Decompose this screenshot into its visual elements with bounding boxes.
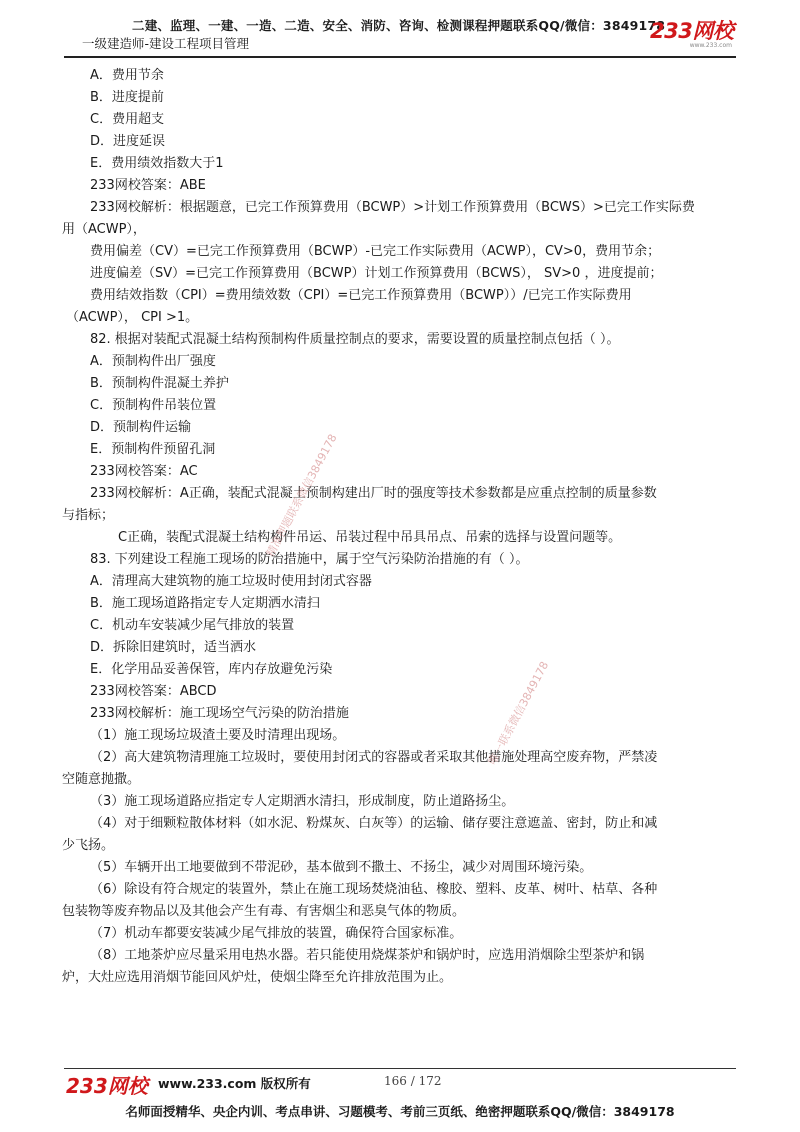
option-line: E．化学用品妥善保管，库内存放避免污染 [90, 662, 333, 677]
option-line: B．进度提前 [90, 90, 164, 105]
answer-line: 233网校答案：ABE [90, 178, 206, 193]
footer-logo: 233网校 [66, 1074, 148, 1098]
measure-line: 包装物等废弃物品以及其他会产生有毒、有害烟尘和恶臭气体的物质。 [62, 904, 466, 919]
footer-tagline: 名师面授精华、央企内训、考点串讲、习题模考、考前三页纸、绝密押题联系QQ/微信：3849178 [125, 1104, 675, 1119]
option-line: C．费用超支 [90, 112, 165, 127]
analysis-line: 233网校解析：根据题意，已完工作预算费用（BCWP）>计划工作预算费用（BCWS）>已完工作实际费 [90, 200, 695, 215]
option-line: D．拆除旧建筑时，适当洒水 [90, 640, 257, 655]
page-number: 166 / 172 [384, 1074, 442, 1088]
measure-line: （6）除设有符合规定的装置外，禁止在施工现场焚烧油毡、橡胶、塑料、皮革、树叶、枯草、各种 [90, 882, 658, 897]
logo-233 [650, 20, 738, 56]
measure-line: 炉，大灶应选用消烟节能回风炉灶，使烟尘降至允许排放范围为止。 [62, 970, 453, 985]
analysis-line: 用（ACWP）， [62, 222, 146, 237]
measure-line: （2）高大建筑物清理施工垃圾时，要使用封闭式的容器或者采取其他措施处理高空废弃物，严禁凌 [90, 750, 658, 765]
footer-divider [64, 1068, 736, 1069]
analysis-line: （ACWP）， CPI >1。 [66, 310, 199, 325]
analysis-line: 233网校解析：施工现场空气污染的防治措施 [90, 706, 349, 721]
measure-line: 空随意抛撒。 [62, 772, 141, 787]
analysis-line: 费用结效指数（CPI）=费用绩效数（CPI）=已完工作预算费用（BCWP））/已完工作实际费用 [90, 288, 632, 303]
option-line: E．预制构件预留孔洞 [90, 442, 216, 457]
logo-url: www.233.com [689, 42, 732, 49]
option-line: A．预制构件出厂强度 [90, 354, 216, 369]
option-line: A．费用节余 [90, 68, 164, 83]
question-line: 83. 下列建设工程施工现场的防治措施中，属于空气污染防治措施的有（ ）。 [90, 552, 529, 567]
option-line: A．清理高大建筑物的施工垃圾时使用封闭式容器 [90, 574, 372, 589]
analysis-line: C正确，装配式混凝土结构构件吊运、吊装过程中吊具吊点、吊索的选择与设置问题等。 [118, 530, 622, 545]
option-line: C．机动车安装减少尾气排放的装置 [90, 618, 295, 633]
footer-site: www.233.com 版权所有 [158, 1076, 311, 1091]
measure-line: （4）对于细颗粒散体材料（如水泥、粉煤灰、白灰等）的运输、储存要注意遮盖、密封，防止和减 [90, 816, 658, 831]
option-line: D．预制构件运输 [90, 420, 192, 435]
header-subtitle: 一级建造师-建设工程项目管理 [82, 36, 250, 51]
measure-line: 少飞扬。 [62, 838, 115, 853]
option-line: D．进度延误 [90, 134, 166, 149]
measure-line: （5）车辆开出工地要做到不带泥砂，基本做到不撒土、不扬尘，减少对周围环境污染。 [90, 860, 593, 875]
option-line: B．预制构件混凝土养护 [90, 376, 229, 391]
option-line: E．费用绩效指数大于1 [90, 156, 224, 171]
answer-line: 233网校答案：AC [90, 464, 198, 479]
analysis-line: 进度偏差（SV）=已完工作预算费用（BCWP）计划工作预算费用（BCWS）， SV>0 ，进度提前； [90, 266, 663, 281]
measure-line: （3）施工现场道路应指定专人定期洒水清扫，形成制度，防止道路扬尘。 [90, 794, 515, 809]
measure-line: （7）机动车都要安装减少尾气排放的装置，确保符合国家标准。 [90, 926, 463, 941]
analysis-line: 233网校解析：A正确，装配式混凝土预制构建出厂时的强度等技术参数都是应重点控制的质量参数 [90, 486, 657, 501]
analysis-line: 与指标； [62, 508, 115, 523]
watermark: 唯一联系微信3849178 [485, 659, 552, 768]
option-line: C．预制构件吊装位置 [90, 398, 217, 413]
header-divider [64, 56, 736, 58]
watermark: 精准押题联系微信3849178 [263, 431, 340, 560]
header-promo: 二建、监理、一建、一造、二造、安全、消防、咨询、检测课程押题联系QQ/微信：3849178 [132, 18, 666, 33]
measure-line: （8）工地茶炉应尽量采用电热水器。若只能使用烧煤茶炉和锅炉时，应选用消烟除尘型茶炉和锅 [90, 948, 645, 963]
analysis-line: 费用偏差（CV）=已完工作预算费用（BCWP）-已完工作实际费用（ACWP），CV>0，费用节余； [90, 244, 661, 259]
answer-line: 233网校答案：ABCD [90, 684, 217, 699]
logo-text: 233网校 [650, 19, 734, 43]
measure-line: （1）施工现场垃圾渣土要及时清理出现场。 [90, 728, 346, 743]
option-line: B．施工现场道路指定专人定期洒水清扫 [90, 596, 320, 611]
question-line: 82. 根据对装配式混凝土结构预制构件质量控制点的要求，需要设置的质量控制点包括（ ）。 [90, 332, 620, 347]
